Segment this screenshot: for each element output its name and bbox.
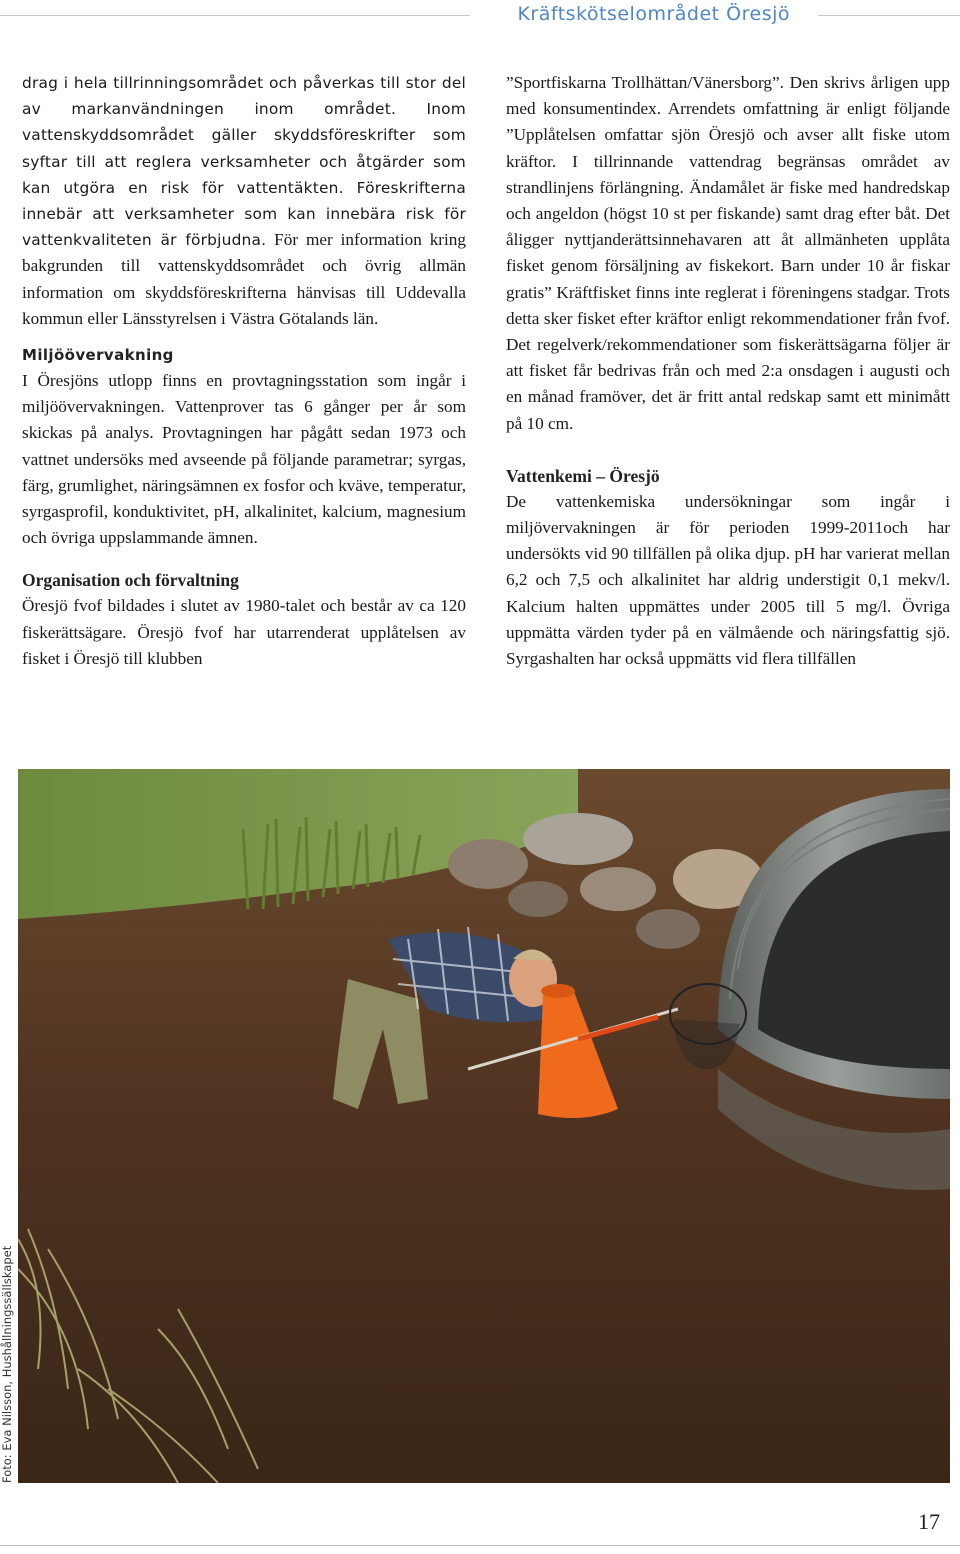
paragraph: I Öresjöns utlopp finns en provtagningsstation som ingår i miljöövervakningen. Vattenprover tas 6 gånger per år som skickas på analys. Provtagningen har pågått sedan 1973 och vattnet undersöks med avseende på följande parametrar; syrgas, färg, grumlighet, näringsämnen ex fosfor och kväve, temperatur, syrgasprofil, konduktivitet, pH, alkalinitet, kalcium, magnesium och övriga uppslammande ämnen. xyxy=(22,371,466,548)
section-heading: Organisation och förvaltning xyxy=(22,570,239,591)
running-header: Kräftskötselområdet Öresjö xyxy=(517,3,790,25)
header-rule xyxy=(818,15,960,16)
paragraph-serif-part: För mer information kring bakgrunden till vattenskyddsområdet och övrig allmän information om skyddsföreskrifterna hänvisas till Uddevalla kommun eller Länsstyrelsen i Västra Götalands län. xyxy=(22,230,466,328)
page-number: 17 xyxy=(918,1509,940,1534)
photo-illustration xyxy=(18,769,950,1483)
photo xyxy=(18,769,950,1483)
paragraph-sans-part: drag i hela tillrinningsområdet och påverkas till stor del av markanvändningen inom området. Inom vattenskyddsområdet gäller skyddsföreskrifter som syftar till att reglera verksamheter och åtgärder som kan utgöra en risk för vattentäkten. Föreskrifterna innebär att verksamheter som kan innebära risk för vattenkvaliteten är förbjudna. xyxy=(22,74,466,250)
paragraph: ”Sportfiskarna Trollhättan/Vänersborg”. Den skrivs årligen upp med konsumentindex. Arrendets omfattning är enligt följande ”Upplåtelsen omfattar sjön Öresjö och avser allt fiske utom kräftor. I tillrinnande vattendrag begränsas området av strandlinjens förlängning. Ändamålet är fiske med handredskap och angeldon (högst 10 st per fiskande) samt drag efter båt. Det åligger nyttjanderättsinnehavaren att åt allmänheten upplåta fisket genom försäljning av fiskekort. Barn under 10 år fiskar gratis” Kräftfisket finns inte reglerat i föreningens stadgar. Trots detta sker fisket efter kräftor enligt rekommendationer från fvof. Det regelverk/rekommendationer som fiskerättsägarna följer är att fisket får bedrivas från och med 2:a onsdagen i augusti och en månad framöver, det är fritt antal redskap samt ett minimått på 10 cm. xyxy=(506,73,950,433)
section-heading: Miljöövervakning xyxy=(22,346,174,365)
footer-rule xyxy=(0,1545,960,1546)
paragraph xyxy=(22,70,466,332)
header-rule xyxy=(0,15,470,16)
section-heading: Vattenkemi – Öresjö xyxy=(506,465,660,486)
paragraph: Öresjö fvof bildades i slutet av 1980-talet och består av ca 120 fiskerättsägare. Öresjö fvof har utarrenderat upplåtelsen av fisket i Öresjö till klubben xyxy=(22,596,466,668)
photo-credit-text: Foto: Eva Nilsson, Hushållningssällskapet xyxy=(0,1245,14,1483)
left-column xyxy=(22,70,466,672)
paragraph: De vattenkemiska undersökningar som ingår i miljövervakningen är för perioden 1999-2011och har undersökts vid 90 tillfällen på olika djup. pH har varierat mellan 6,2 och 7,5 och alkalinitet har aldrig understigit 0,1 mekv/l. Kalcium halten uppmättes under 2005 till 5 mg/l. Övriga uppmätta värden tyder på en välmående och näringsfattig sjö. Syrgashalten har också uppmätts vid flera tillfällen xyxy=(506,491,950,669)
right-column xyxy=(506,70,950,672)
